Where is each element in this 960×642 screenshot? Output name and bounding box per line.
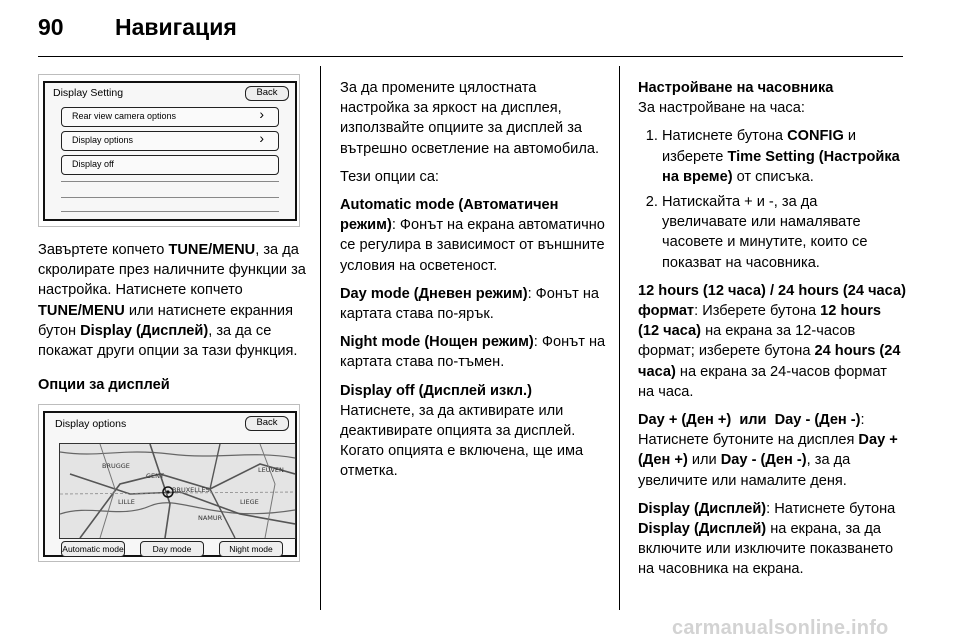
display-term: Display (Дисплей) <box>80 322 209 339</box>
automatic-mode-entry <box>340 195 608 276</box>
text: : Натиснете бутоните на дисплея <box>638 412 865 449</box>
column-divider-1 <box>320 66 321 610</box>
watermark: carmanualsonline.info <box>672 617 889 639</box>
screen-title: Display Setting <box>53 87 124 99</box>
display-setting-figure <box>38 74 300 227</box>
intro-paragraph <box>38 240 306 361</box>
display-off-entry <box>340 381 608 482</box>
automatic-mode-term: Automatic mode (Автоматичен режим) <box>340 197 559 234</box>
format-entry <box>638 281 906 402</box>
display-off-term: Display off (Дисплей изкл.) <box>340 382 532 399</box>
night-mode-button[interactable]: Night mode <box>219 541 283 557</box>
24h-term: 24 hours (24 часа) <box>638 343 901 380</box>
time-setting-term: Time Setting (Настройка на време) <box>662 148 900 185</box>
empty-row-line <box>61 211 279 212</box>
list-item <box>662 192 906 273</box>
day-mode-button[interactable]: Day mode <box>140 541 204 557</box>
column-3 <box>638 78 906 588</box>
list-item <box>662 126 906 187</box>
column-divider-2 <box>619 66 620 610</box>
column-1 <box>38 240 306 403</box>
option-label: Display off <box>72 159 114 169</box>
day-entry <box>638 410 906 491</box>
back-button[interactable]: Back <box>245 416 289 431</box>
map-view[interactable] <box>59 443 296 539</box>
display-options-option[interactable] <box>61 131 279 151</box>
options-intro: Тези опции са: <box>340 168 439 185</box>
option-label: Display options <box>72 135 134 145</box>
city-label: NAMUR <box>198 514 223 522</box>
text: : Фонът на екрана автоматично се регулира в зависимост от външните условия на осветеност. <box>340 217 605 274</box>
display-options-screen <box>43 411 297 557</box>
section-heading: Настройване на часовника <box>638 80 834 96</box>
screen-title: Display options <box>55 418 127 430</box>
text: на екрана за 24-часов формат на часа. <box>638 363 887 400</box>
header-divider <box>38 56 903 57</box>
text: на екрана за 12-часов формат; изберете бутона <box>638 323 856 360</box>
section-heading: Опции за дисплей <box>38 377 170 394</box>
text: , за да скролирате през наличните функции за настройка. Натиснете копчето <box>38 242 306 299</box>
display-options-figure <box>38 404 300 562</box>
text: , за да се покажат други опции за тази функция. <box>38 322 298 360</box>
text: или <box>687 452 721 469</box>
city-label: LILLE <box>118 498 135 506</box>
brightness-paragraph: За да промените цялостната настройка за яркост на дисплея, използвайте опциите за дисплей за вътрешно осветление на автомобила. <box>340 80 600 157</box>
day-minus-term: Day - (Ден -) <box>720 452 807 469</box>
steps-list <box>638 126 906 272</box>
city-label: BRUGGE <box>102 462 130 470</box>
empty-row-line <box>61 197 279 198</box>
night-mode-entry <box>340 332 608 372</box>
column-2 <box>340 78 608 490</box>
display-setting-screen <box>43 81 297 221</box>
city-label: LIEGE <box>240 498 259 506</box>
text: , за да увеличите или намалите деня. <box>638 452 851 489</box>
text: на екрана, за да включите или изключите показването на часовника на екрана. <box>638 521 894 578</box>
12h-term: 12 hours (12 часа) <box>638 303 881 340</box>
city-label: GENT <box>146 472 164 480</box>
tune-menu-term: TUNE/MENU <box>168 242 256 258</box>
page-number: 90 <box>38 14 64 40</box>
text: : Фонът на картата става по-тъмен. <box>340 334 606 371</box>
chevron-right-icon: › <box>259 106 264 122</box>
tune-menu-term: TUNE/MENU <box>38 302 125 319</box>
display-off-option[interactable] <box>61 155 279 175</box>
text: Завъртете копчето <box>38 242 169 258</box>
format-term: 12 hours (12 часа) / 24 hours (24 часа) формат <box>638 282 906 320</box>
day-plus-term: Day + (Ден +) <box>638 432 898 469</box>
display-term: Display (Дисплей) <box>638 521 767 538</box>
config-term: CONFIG <box>787 128 844 145</box>
city-label: BRUXELLES <box>172 486 210 494</box>
text: : Натиснете бутона <box>766 500 896 517</box>
text: Натиснете бутона <box>662 128 788 145</box>
text: и изберете <box>662 128 857 165</box>
text: или натиснете екранния бутон <box>38 302 293 339</box>
text: : Изберете бутона <box>694 303 821 320</box>
text: : Фонът на картата става по-ярък. <box>340 285 599 323</box>
night-mode-term: Night mode (Нощен режим) <box>340 334 534 351</box>
page-title: Навигация <box>115 14 237 40</box>
clock-intro: За настройване на часа: <box>638 100 805 117</box>
text: от списъка. <box>732 168 814 185</box>
text: Натиснете, за да активирате или деактивирате опцията за дисплей. Когато опцията е включена, ще има отметка. <box>340 402 584 480</box>
text: Натискайта + и -, за да увеличавате или намалявате часовете и минутите, които се показват на часовника. <box>662 194 868 271</box>
day-mode-term: Day mode (Дневен режим) <box>340 285 528 302</box>
empty-row-line <box>61 181 279 182</box>
display-term: Display (Дисплей) <box>638 500 767 517</box>
option-label: Rear view camera options <box>72 111 177 121</box>
display-entry <box>638 499 906 580</box>
rear-view-camera-option[interactable] <box>61 107 279 127</box>
city-label: LEUVEN <box>258 466 284 474</box>
day-mode-entry <box>340 284 608 324</box>
automatic-mode-button[interactable]: Automatic mode <box>61 541 125 557</box>
chevron-right-icon: › <box>259 130 264 146</box>
day-term: Day + (Ден +) или Day - (Ден -) <box>638 412 861 429</box>
back-button[interactable]: Back <box>245 86 289 101</box>
